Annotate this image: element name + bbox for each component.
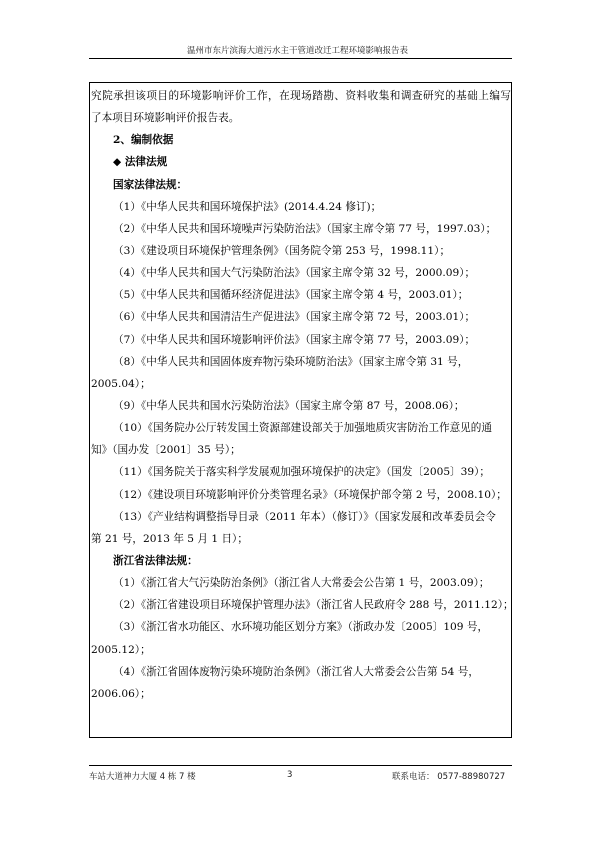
zhejiang-law-item: （3）《浙江省水功能区、水环境功能区划分方案》（浙政办发〔2005〕109 号，	[113, 621, 489, 634]
national-laws-heading: 国家法律法规：	[113, 178, 188, 191]
national-law-item: （10）《国务院办公厅转发国土资源部建设部关于加强地质灾害防治工作意见的通	[113, 422, 492, 435]
national-law-item-cont: 知》（国办发〔2001〕35 号）；	[91, 444, 241, 457]
national-law-item: （3）《建设项目环境保护管理条例》（国务院令第 253 号，1998.11）；	[113, 244, 451, 257]
intro-line-1: 究院承担该项目的环境影响评价工作，在现场踏勘、资料收集和调查研究的基础上编写	[91, 90, 511, 102]
header-divider	[89, 58, 512, 59]
national-law-item-cont: 第 21 号，2013 年 5 月 1 日）；	[91, 532, 248, 545]
zhejiang-law-item: （2）《浙江省建设项目环境保护管理办法》（浙江省人民政府令 288 号，2011.12）；	[113, 599, 514, 612]
section-heading: 2、编制依据	[113, 134, 174, 147]
zhejiang-law-item-cont: 2005.12）；	[91, 643, 151, 656]
footer-address: 车站大道神力大厦 4 栋 7 楼	[89, 772, 196, 782]
laws-subheading: ◆ 法律法规	[113, 156, 168, 169]
page-number: 3	[287, 770, 293, 780]
national-law-item: （4）《中华人民共和国大气污染防治法》（国家主席令第 32 号，2000.09）；	[113, 267, 476, 280]
national-law-item: （12）《建设项目环境影响评价分类管理名录》（环境保护部令第 2 号，2008.10）；	[113, 488, 507, 501]
footer-divider	[89, 765, 512, 766]
zhejiang-law-item: （4）《浙江省固体废物污染环境防治条例》（浙江省人大常委会公告第 54 号，	[113, 665, 479, 678]
national-law-item: （5）《中华人民共和国循环经济促进法》（国家主席令第 4 号，2003.01）；	[113, 289, 469, 302]
zhejiang-law-item-cont: 2006.06）；	[91, 687, 151, 700]
national-law-item: （13）《产业结构调整指导目录（2011 年本）（修订）》（国家发展和改革委员会令	[113, 510, 496, 523]
footer-phone: 联系电话： 0577-88980727	[392, 772, 506, 782]
page-header-title: 温州市东片滨海大道污水主干管道改迁工程环境影响报告表	[186, 46, 408, 56]
national-law-item: （7）《中华人民共和国环境影响评价法》（国家主席令第 77 号，2003.09）；	[113, 333, 476, 346]
document-body	[91, 85, 514, 705]
national-law-item: （2）《中华人民共和国环境噪声污染防治法》（国家主席令第 77 号，1997.03）；	[113, 222, 497, 235]
national-law-item: （9）《中华人民共和国水污染防治法》（国家主席令第 87 号，2008.06）；	[113, 399, 465, 412]
zhejiang-law-item: （1）《浙江省大气污染防治条例》（浙江省人大常委会公告第 1 号，2003.09）；	[113, 577, 490, 590]
intro-line-2: 了本项目环境影响评价报告表。	[91, 112, 240, 125]
national-law-item-cont: 2005.04）；	[91, 377, 151, 390]
national-law-item: （1）《中华人民共和国环境保护法》(2014.4.24 修订)；	[113, 200, 382, 213]
national-law-item: （11）《国务院关于落实科学发展观加强环境保护的决定》（国发〔2005〕39）；	[113, 466, 491, 479]
national-law-item: （6）《中华人民共和国清洁生产促进法》（国家主席令第 72 号，2003.01）；	[113, 311, 476, 324]
national-law-item: （8）《中华人民共和国固体废弃物污染环境防治法》（国家主席令第 31 号，	[113, 355, 469, 368]
zhejiang-laws-heading: 浙江省法律法规：	[113, 554, 198, 567]
